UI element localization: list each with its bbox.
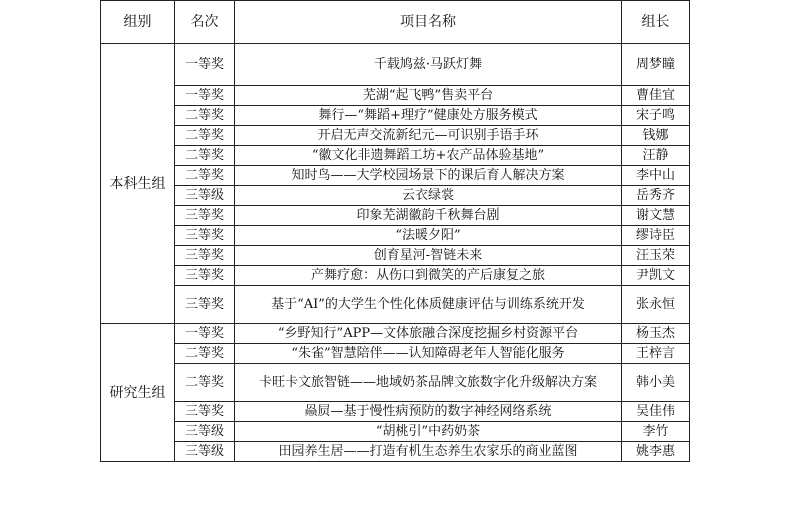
header-project: 项目名称 — [235, 1, 622, 44]
project-cell: 创育星河-智链未来 — [235, 246, 622, 266]
project-cell: “法暖夕阳” — [235, 226, 622, 246]
project-cell: 舞行—“舞蹈+理疗”健康处方服务模式 — [235, 106, 622, 126]
table-header-row — [101, 1, 690, 44]
group-undergrad: 本科生组 — [101, 44, 175, 324]
leader-cell: 宋子鸣 — [622, 106, 690, 126]
table-row — [101, 186, 690, 206]
project-cell: 云衣绿裳 — [235, 186, 622, 206]
header-rank: 名次 — [175, 1, 235, 44]
rank-cell: 三等级 — [175, 186, 235, 206]
project-cell: “胡桃引”中药奶茶 — [235, 422, 622, 442]
project-cell: 芜湖“起飞鸭”售卖平台 — [235, 86, 622, 106]
rank-cell: 二等奖 — [175, 106, 235, 126]
table-row — [101, 266, 690, 286]
table-row — [101, 442, 690, 462]
leader-cell: 尹凯文 — [622, 266, 690, 286]
table-row — [101, 344, 690, 364]
table-row — [101, 146, 690, 166]
project-cell: 知时鸟——大学校园场景下的课后育人解决方案 — [235, 166, 622, 186]
awards-sheet — [100, 0, 689, 462]
rank-cell: 三等级 — [175, 422, 235, 442]
table-row — [101, 324, 690, 344]
leader-cell: 王梓言 — [622, 344, 690, 364]
project-cell: 千载鸠兹·马跃灯舞 — [235, 44, 622, 86]
header-group: 组别 — [101, 1, 175, 44]
table-row — [101, 226, 690, 246]
leader-cell: 曹佳宜 — [622, 86, 690, 106]
leader-cell: 李中山 — [622, 166, 690, 186]
leader-cell: 李竹 — [622, 422, 690, 442]
project-cell: 产舞疗愈：从伤口到微笑的产后康复之旅 — [235, 266, 622, 286]
leader-cell: 吴佳伟 — [622, 402, 690, 422]
table-row — [101, 44, 690, 86]
rank-cell: 三等级 — [175, 442, 235, 462]
rank-cell: 三等奖 — [175, 286, 235, 324]
leader-cell: 谢文慧 — [622, 206, 690, 226]
table-row — [101, 126, 690, 146]
leader-cell: 张永恒 — [622, 286, 690, 324]
project-cell: 开启无声交流新纪元—可识别手语手环 — [235, 126, 622, 146]
table-row — [101, 364, 690, 402]
leader-cell: 汪静 — [622, 146, 690, 166]
project-cell: “乡野知行”APP—文体旅融合深度挖掘乡村资源平台 — [235, 324, 622, 344]
project-cell: “徽文化非遗舞蹈工坊+农产品体验基地” — [235, 146, 622, 166]
project-cell: 田园养生居——打造有机生态养生农家乐的商业蓝图 — [235, 442, 622, 462]
table-row — [101, 246, 690, 266]
project-cell: “朱雀”智慧陪伴——认知障碍老年人智能化服务 — [235, 344, 622, 364]
rank-cell: 三等奖 — [175, 246, 235, 266]
table-row — [101, 286, 690, 324]
table-row — [101, 422, 690, 442]
rank-cell: 一等奖 — [175, 86, 235, 106]
leader-cell: 韩小美 — [622, 364, 690, 402]
rank-cell: 二等奖 — [175, 146, 235, 166]
table-row — [101, 206, 690, 226]
leader-cell: 钱娜 — [622, 126, 690, 146]
leader-cell: 杨玉杰 — [622, 324, 690, 344]
rank-cell: 二等奖 — [175, 344, 235, 364]
awards-table — [100, 0, 690, 462]
rank-cell: 一等奖 — [175, 324, 235, 344]
rank-cell: 二等奖 — [175, 126, 235, 146]
leader-cell: 缪诗臣 — [622, 226, 690, 246]
project-cell: 基于“AI”的大学生个性化体质健康评估与训练系统开发 — [235, 286, 622, 324]
rank-cell: 三等奖 — [175, 402, 235, 422]
header-leader: 组长 — [622, 1, 690, 44]
rank-cell: 二等奖 — [175, 166, 235, 186]
leader-cell: 岳秀齐 — [622, 186, 690, 206]
table-row — [101, 166, 690, 186]
rank-cell: 一等奖 — [175, 44, 235, 86]
table-row — [101, 106, 690, 126]
project-cell: 赑屃—基于慢性病预防的数字神经网络系统 — [235, 402, 622, 422]
project-cell: 印象芜湖徽韵千秋舞台剧 — [235, 206, 622, 226]
rank-cell: 二等奖 — [175, 364, 235, 402]
project-cell: 卡旺卡文旅智链——地域奶茶品牌文旅数字化升级解决方案 — [235, 364, 622, 402]
rank-cell: 三等奖 — [175, 266, 235, 286]
table-row — [101, 402, 690, 422]
leader-cell: 姚李惠 — [622, 442, 690, 462]
leader-cell: 汪玉荣 — [622, 246, 690, 266]
group-graduate: 研究生组 — [101, 324, 175, 462]
table-row — [101, 86, 690, 106]
rank-cell: 三等奖 — [175, 226, 235, 246]
leader-cell: 周梦瞳 — [622, 44, 690, 86]
rank-cell: 三等奖 — [175, 206, 235, 226]
